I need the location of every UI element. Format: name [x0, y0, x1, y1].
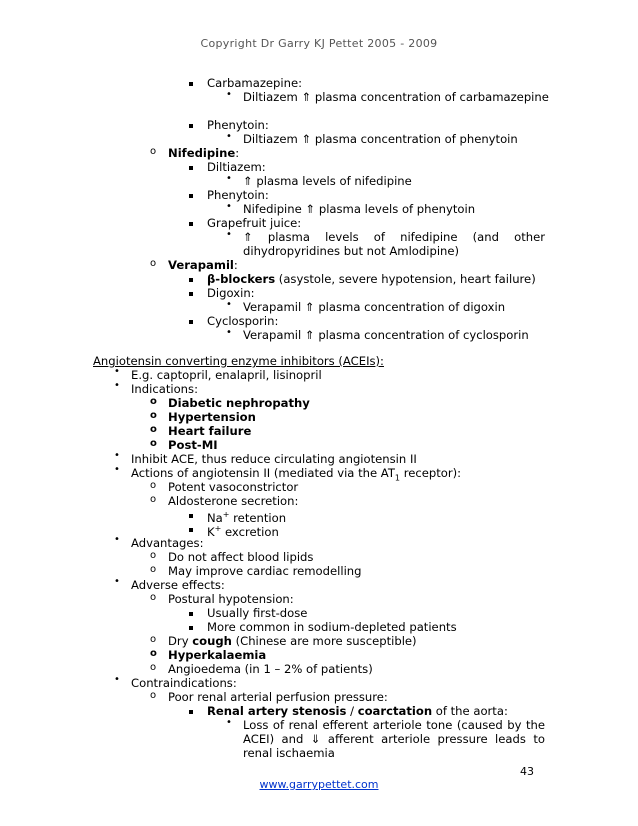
square-bullet — [189, 82, 193, 86]
circle-bullet: o — [150, 648, 157, 659]
website-link[interactable]: www.garrypettet.com — [259, 778, 379, 791]
na-superscript: + — [222, 510, 230, 519]
dry-text: Dry — [168, 634, 193, 648]
beta-blockers-item — [207, 272, 536, 286]
verapamil-cyclosporin-text: Verapamil ⇑ plasma concentration of cyclosporin — [243, 328, 529, 342]
cough-label: cough — [192, 634, 232, 648]
page-number: 43 — [520, 765, 534, 778]
dry-cough — [168, 634, 417, 648]
na-rest: retention — [229, 510, 287, 525]
square-bullet — [189, 166, 193, 170]
nifedipine-plasma-text: ⇑ plasma levels of nifedipine — [243, 174, 412, 188]
circle-bullet: o — [150, 690, 157, 701]
actions-text-a: Actions of angiotensin II (mediated via the AT — [131, 466, 395, 480]
circle-bullet: o — [150, 634, 157, 645]
k-excretion — [207, 522, 279, 539]
angioedema: Angioedema (in 1 – 2% of patients) — [168, 662, 373, 676]
dot-bullet: • — [226, 717, 232, 728]
cough-rest: (Chinese are more susceptible) — [231, 634, 417, 648]
dot-bullet: • — [226, 173, 232, 184]
circle-bullet: o — [150, 550, 157, 561]
circle-bullet: o — [150, 494, 157, 505]
actions-text-b: receptor): — [400, 466, 462, 480]
beta-blockers-rest: (asystole, severe hypotension, heart failure) — [275, 272, 536, 286]
contraindications-item: Contraindications: — [131, 676, 237, 690]
dot-bullet: • — [114, 450, 120, 461]
circle-bullet: o — [150, 480, 157, 491]
diltiazem-phenytoin-text: Diltiazem ⇑ plasma concentration of phenytoin — [243, 132, 518, 146]
copyright-header: Copyright Dr Garry KJ Pettet 2005 - 2009 — [200, 37, 438, 50]
square-bullet — [189, 612, 193, 616]
beta-blockers-label: β-blockers — [207, 272, 276, 286]
dot-bullet: • — [114, 674, 120, 685]
circle-bullet: o — [150, 396, 157, 407]
adverse-effects-item: Adverse effects: — [131, 578, 225, 592]
cyclosporin-item: Cyclosporin: — [207, 314, 279, 328]
circle-bullet: o — [150, 258, 157, 269]
advantages-item: Advantages: — [131, 536, 204, 550]
square-bullet — [189, 292, 193, 296]
dot-bullet: • — [226, 299, 232, 310]
dot-bullet: • — [226, 89, 232, 100]
square-bullet — [189, 222, 193, 226]
dot-bullet: • — [114, 380, 120, 391]
square-bullet — [189, 626, 193, 630]
circle-bullet: o — [150, 662, 157, 673]
na-text: Na — [207, 510, 223, 525]
phenytoin-item-2: Phenytoin: — [207, 188, 269, 202]
acei-section-heading: Angiotensin converting enzyme inhibitors (ACEIs): — [93, 354, 384, 368]
advantage-lipids: Do not affect blood lipids — [168, 550, 314, 564]
coarctation-label: coarctation — [357, 704, 433, 718]
usually-first-dose: Usually first-dose — [207, 606, 308, 620]
square-bullet — [189, 514, 193, 518]
dot-bullet: • — [114, 464, 120, 475]
square-bullet — [189, 124, 193, 128]
dot-bullet: • — [226, 229, 232, 240]
dot-bullet: • — [226, 201, 232, 212]
circle-bullet: o — [150, 146, 157, 157]
indication-hypertension: Hypertension — [168, 410, 256, 424]
more-common-sodium: More common in sodium-depleted patients — [207, 620, 457, 634]
circle-bullet: o — [150, 592, 157, 603]
square-bullet — [189, 320, 193, 324]
dot-bullet: • — [114, 576, 120, 587]
verapamil-colon: : — [233, 258, 238, 272]
digoxin-item: Digoxin: — [207, 286, 255, 300]
square-bullet — [189, 194, 193, 198]
loss-tone-line3: renal ischaemia — [243, 746, 335, 760]
grapefruit-text-line1: ⇑ plasma levels of nifedipine (and other — [243, 230, 545, 244]
aorta-text: of the aorta: — [432, 704, 508, 718]
grapefruit-item: Grapefruit juice: — [207, 216, 302, 230]
verapamil-digoxin-text: Verapamil ⇑ plasma concentration of digoxin — [243, 300, 506, 314]
renal-artery-stenosis — [207, 704, 508, 718]
nifedipine-label: Nifedipine — [168, 146, 236, 160]
square-bullet — [189, 710, 193, 714]
diltiazem-item: Diltiazem: — [207, 160, 266, 174]
dot-bullet: • — [114, 366, 120, 377]
nifedipine-phenytoin-text: Nifedipine ⇑ plasma levels of phenytoin — [243, 202, 476, 216]
slash: / — [346, 704, 358, 718]
nifedipine-heading — [168, 146, 239, 160]
circle-bullet: o — [150, 410, 157, 421]
dot-bullet: • — [226, 327, 232, 338]
diltiazem-carbamazepine-text: Diltiazem ⇑ plasma concentration of carbamazepine — [243, 90, 549, 104]
square-bullet — [189, 528, 193, 532]
nifedipine-colon: : — [235, 146, 240, 160]
hyperkalaemia: Hyperkalaemia — [168, 648, 267, 662]
loss-tone-line2: ACEI) and ⇓ afferent arteriole pressure leads to — [243, 732, 545, 746]
advantage-remodelling: May improve cardiac remodelling — [168, 564, 362, 578]
potent-vasoconstrictor: Potent vasoconstrictor — [168, 480, 299, 494]
postural-hypotension: Postural hypotension: — [168, 592, 294, 606]
circle-bullet: o — [150, 424, 157, 435]
verapamil-label: Verapamil — [168, 258, 234, 272]
inhibit-ace-item: Inhibit ACE, thus reduce circulating angiotensin II — [131, 452, 417, 466]
acei-examples: E.g. captopril, enalapril, lisinopril — [131, 368, 322, 382]
verapamil-heading — [168, 258, 238, 272]
carbamazepine-item: Carbamazepine: — [207, 76, 303, 90]
square-bullet — [189, 278, 193, 282]
indication-heart-failure: Heart failure — [168, 424, 252, 438]
actions-subscript: 1 — [394, 473, 401, 483]
grapefruit-text-line2: dihydropyridines but not Amlodipine) — [243, 244, 460, 258]
poor-renal-perfusion: Poor renal arterial perfusion pressure: — [168, 690, 388, 704]
aldosterone-secretion: Aldosterone secretion: — [168, 494, 299, 508]
loss-tone-line1: Loss of renal efferent arteriole tone (caused by the — [243, 718, 545, 732]
dot-bullet: • — [114, 534, 120, 545]
circle-bullet: o — [150, 438, 157, 449]
indication-post-mi: Post-MI — [168, 438, 218, 452]
dot-bullet: • — [226, 131, 232, 142]
circle-bullet: o — [150, 564, 157, 575]
phenytoin-item: Phenytoin: — [207, 118, 269, 132]
ras-label: Renal artery stenosis — [207, 704, 347, 718]
k-superscript: + — [214, 524, 222, 533]
k-text: K — [207, 524, 215, 539]
k-rest: excretion — [221, 524, 279, 539]
indication-diabetic-nephropathy: Diabetic nephropathy — [168, 396, 310, 410]
indications-item: Indications: — [131, 382, 198, 396]
